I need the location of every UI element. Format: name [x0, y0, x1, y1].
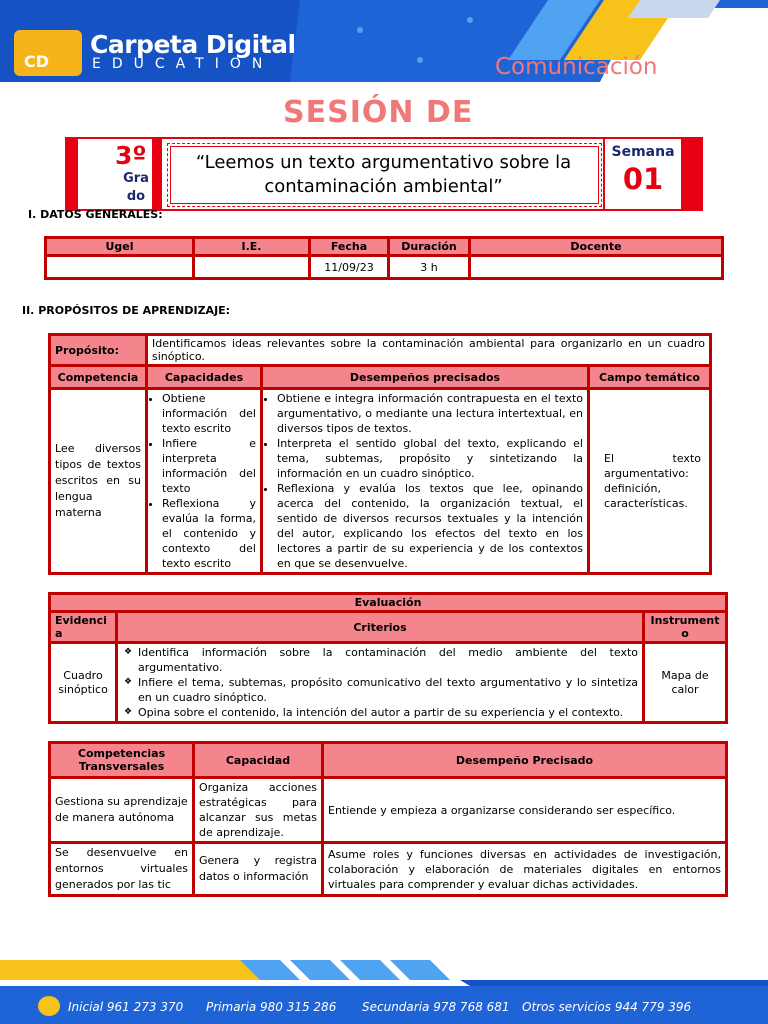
transversal-desempeno: Asume roles y funciones diversas en actividades de investigación, colaboración y elaboración de materiales digitales en entornos virtuales para comprender y evaluar dichas actividades. [324, 844, 725, 894]
evidencia-text: Cuadro sinóptico [51, 644, 115, 721]
campo-text: El texto argumentativo: definición, características. [590, 390, 709, 572]
week-number: 01 [622, 162, 664, 196]
competencia-text: Lee diversos tipos de textos escritos en su lengua materna [51, 390, 145, 572]
footer-graphic [0, 958, 768, 1024]
header-duracion: Duración [390, 239, 468, 254]
section-heading-propositos: II. PROPÓSITOS DE APRENDIZAJE: [22, 304, 231, 317]
criterios-cell [118, 644, 642, 721]
transversales-table [48, 741, 728, 897]
header-instrumento: Instrument o [645, 613, 725, 641]
footer-inicial: Inicial 961 273 370 [68, 1000, 184, 1014]
desempenos-cell [263, 390, 587, 572]
session-topic: “Leemos un texto argumentativo sobre la contaminación ambiental” [195, 152, 572, 197]
header-campo: Campo temático [590, 367, 709, 387]
header-criterios: Criterios [118, 613, 642, 641]
header-evidencia: Evidenci a [51, 613, 115, 641]
transversal-competencia: Gestiona su aprendizaje de manera autónoma [51, 779, 192, 841]
header-docente: Docente [471, 239, 721, 254]
value-ugel [47, 257, 192, 277]
area-title: Comunicación [495, 54, 658, 80]
value-duracion: 3 h [390, 257, 468, 277]
grade-number: 3º [115, 141, 147, 170]
transversal-capacidad: Genera y registra datos o información [195, 844, 321, 894]
evaluacion-table [48, 592, 728, 724]
footer-secundaria: Secundaria 978 768 681 [362, 1000, 510, 1014]
propositos-table [48, 333, 712, 575]
desempeno-item: • Obtiene e integra información contrapuesta en el texto argumentativo, o mediante una lectura intertextual, en diversos tipos de textos. [277, 391, 583, 436]
capacidad-item: • Infiere e interpreta información del texto [162, 436, 256, 496]
value-ie [195, 257, 308, 277]
desempeno-item: • Reflexiona y evalúa los textos que lee, opinando acerca del contenido, la organización textual, el sentido de diversos recursos textuales y la intención del autor, explicando los efectos del texto en los lectores a partir de su experiencia y de los contextos en que se desenvuelve. [277, 481, 583, 571]
capacidad-item: • Reflexiona y evalúa la forma, el contenido y contexto del texto escrito [162, 496, 256, 571]
value-fecha: 11/09/23 [311, 257, 387, 277]
header-ie: I.E. [195, 239, 308, 254]
header-fecha: Fecha [311, 239, 387, 254]
criterio-item: ❖ Infiere el tema, subtemas, propósito comunicativo del texto argumentativo y lo sintetiza en un cuadro sinóptico. [138, 675, 638, 705]
header-capacidad: Capacidad [195, 744, 321, 776]
criterio-item: ❖ Opina sobre el contenido, la intención del autor a partir de su experiencia y el contexto. [138, 705, 638, 720]
brand-name: Carpeta Digital [90, 30, 296, 59]
session-title: SESIÓN DE [283, 95, 474, 130]
week-label: Semana [611, 144, 675, 160]
header-desempenos: Desempeños precisados [263, 367, 587, 387]
header-competencia: Competencia [51, 367, 145, 387]
footer-primaria: Primaria 980 315 286 [206, 1000, 337, 1014]
criterio-item: ❖ Identifica información sobre la contaminación del medio ambiente del texto argumentativo. [138, 645, 638, 675]
desempeno-item: • Interpreta el sentido global del texto, explicando el tema, subtemas, propósito y sintetizando la información en un cuadro sinóptico. [277, 436, 583, 481]
value-docente [471, 257, 721, 277]
instrumento-text: Mapa de calor [645, 644, 725, 721]
proposito-label: Propósito: [51, 336, 145, 364]
brand-subtitle: EDUCATION [92, 56, 274, 72]
header-ugel: Ugel [47, 239, 192, 254]
header-competencias-transversales: Competencias Transversales [51, 744, 192, 776]
transversal-capacidad: Organiza acciones estratégicas para alcanzar sus metas de aprendizaje. [195, 779, 321, 841]
capacidades-cell [148, 390, 260, 572]
capacidad-item: • Obtiene información del texto escrito [162, 391, 256, 436]
header-capacidades: Capacidades [148, 367, 260, 387]
grade-label: Gra do [123, 171, 149, 204]
datos-table [44, 236, 724, 280]
transversal-competencia: Se desenvuelve en entornos virtuales generados por las tic [51, 844, 192, 894]
footer-banner [0, 958, 768, 1024]
proposito-text: Identificamos ideas relevantes sobre la contaminación ambiental para organizarlo en un cuadro sinóptico. [148, 336, 709, 364]
evaluacion-title: Evaluación [51, 595, 725, 610]
phone-icon [38, 996, 60, 1016]
section-heading-datos: I. DATOS GENERALES: [28, 208, 163, 221]
logo-initials: CD [24, 52, 50, 71]
footer-otros: Otros servicios 944 779 396 [522, 1000, 692, 1014]
header-desempeno-precisado: Desempeño Precisado [324, 744, 725, 776]
transversal-desempeno: Entiende y empieza a organizarse considerando ser específico. [324, 779, 725, 841]
